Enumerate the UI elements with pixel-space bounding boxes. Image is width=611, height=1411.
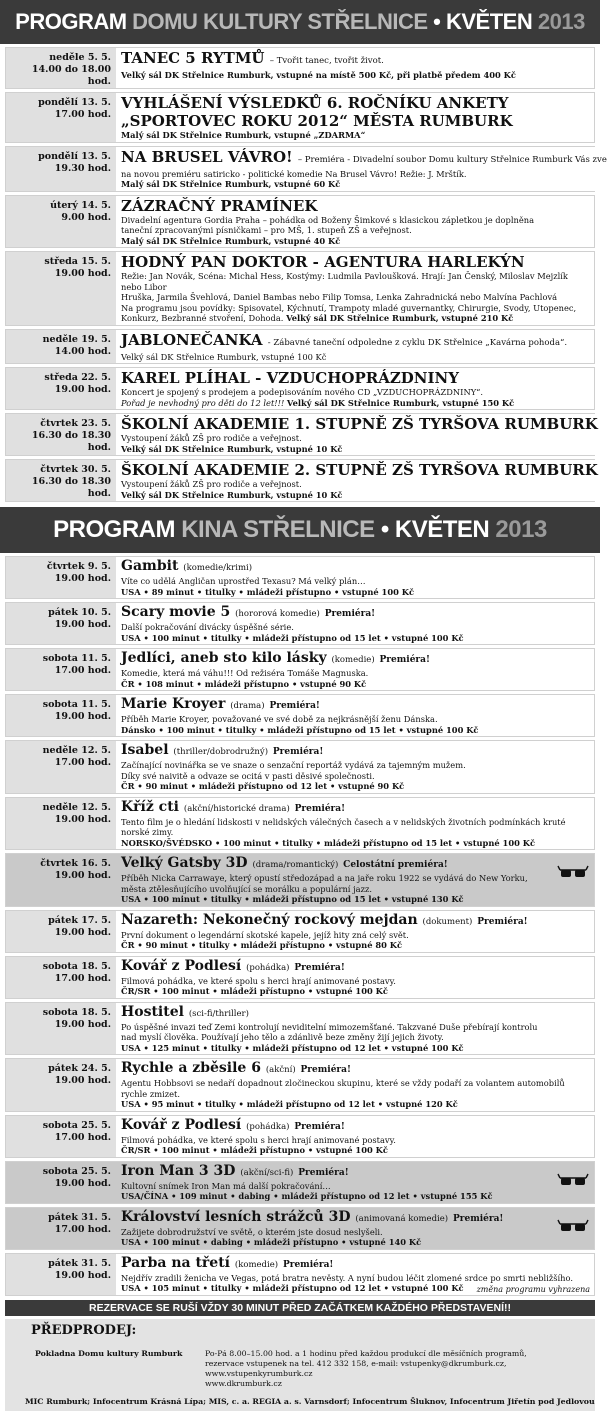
movie-date	[6, 603, 116, 644]
event-title	[121, 253, 590, 271]
movie-genre: (sci-fi/thriller)	[188, 1008, 249, 1019]
premiere-badge: Premiéra!	[282, 1259, 334, 1270]
banner-venue: KINA STŘELNICE	[181, 516, 375, 543]
movie-info: USA • 100 minut • dabing • mládeži přístupno • vstupné 140 Kč	[121, 1237, 422, 1247]
movie-day: pátek 31. 5.	[48, 1211, 111, 1223]
movie-genre: (komedie)	[331, 655, 375, 665]
movie-genre: (komedie/krimi)	[183, 563, 253, 573]
movie-description: Víte co udělá Angličan uprostřed Texasu? Má velký plán…	[121, 576, 366, 586]
movie-title	[121, 855, 590, 873]
event-title-text: JABLONEČANKA	[121, 330, 263, 349]
event-row	[5, 92, 595, 143]
event-day: pondělí 13. 5.	[38, 97, 111, 108]
event-row	[5, 329, 595, 365]
movie-genre: (animovaná komedie)	[355, 1213, 449, 1224]
presale-website-link[interactable]: www.dkrumburk.cz	[205, 1378, 282, 1388]
movie-title-text: Království lesních strážců 3D	[121, 1208, 351, 1225]
movie-description: Příběh Nicka Carrawaye, který opustí středozápad a na jaře roku 1922 se vydává do New Yorku,	[121, 873, 528, 883]
movie-description: Filmová pohádka, ve které spolu s herci hrají animované postavy.	[121, 1134, 396, 1145]
event-title-line2: „SPORTOVEC ROKU 2012“ MĚSTA RUMBURK	[121, 112, 513, 130]
movie-date	[6, 854, 116, 906]
movie-day: pátek 31. 5.	[48, 1257, 111, 1269]
3d-glasses-icon	[558, 1172, 588, 1190]
movie-date	[6, 1116, 116, 1157]
event-title	[121, 49, 590, 70]
event-row	[5, 47, 595, 89]
movie-row	[5, 956, 595, 999]
movie-content	[116, 1208, 594, 1249]
movie-genre: (pohádka)	[246, 962, 290, 973]
movie-date	[6, 1003, 116, 1055]
event-row	[5, 459, 598, 502]
movie-day: sobota 11. 5.	[42, 653, 111, 664]
premiere-badge: Premiéra!	[298, 1167, 349, 1178]
event-date	[6, 414, 116, 455]
movie-title	[121, 604, 590, 622]
movie-info: ČR • 108 minut • mládeži přístupno • vstupné 90 Kč	[121, 678, 367, 689]
movie-content	[116, 603, 594, 644]
movie-title	[121, 1060, 590, 1078]
presale-info-line: rezervace vstupenek na tel. 412 332 158, e-mail: vstupenky@dkrumburk.cz, www.vstupenkyrumburk.cz	[205, 1358, 507, 1378]
movie-time: 17.00 hod.	[54, 1223, 111, 1235]
movie-day: sobota 18. 5.	[42, 1006, 111, 1018]
kino-event-list	[0, 556, 600, 1296]
presale-info	[205, 1349, 595, 1389]
event-date	[6, 330, 116, 364]
movie-day: pátek 17. 5.	[48, 914, 111, 926]
banner-year: 2013	[495, 516, 547, 543]
bullet-icon: •	[433, 9, 441, 34]
movie-row	[5, 910, 595, 953]
movie-date	[6, 798, 116, 850]
event-date	[6, 196, 116, 248]
movie-row	[5, 1115, 595, 1158]
movie-description: Díky své naivitě a odvaze se ocitá v pasti děsivé společnosti.	[121, 770, 375, 781]
event-row	[5, 251, 595, 326]
event-title-text: HODNÝ PAN DOKTOR - AGENTURA HARLEKÝN	[121, 253, 525, 271]
movie-title-text: Parba na třetí	[121, 1254, 230, 1271]
movie-day: pátek 24. 5.	[48, 1063, 111, 1074]
event-date	[6, 93, 116, 142]
event-content	[116, 48, 594, 88]
movie-title-text: Kovář z Podlesí	[121, 1116, 242, 1133]
movie-time: 19.00 hod.	[54, 711, 111, 722]
dk-event-list	[0, 47, 607, 502]
event-title-text: TANEC 5 RYTMŮ	[121, 49, 265, 67]
movie-description: Po úspěšné invazi teď Zemi kontrolují neviditelní mimozemšťané. Takzvané Duše přebírají kontrolu	[121, 1021, 538, 1032]
movie-title-text: Marie Kroyer	[121, 696, 226, 712]
event-description: Hruška, Jarmila Švehlová, Daniel Bambas nebo Filip Tomsa, Lenka Zahradnická nebo Malvína Pachlová	[121, 292, 558, 302]
event-content	[116, 147, 611, 191]
event-venue-info: Velký sál DK Střelnice Rumburk, vstupné 10 Kč	[121, 443, 343, 454]
movie-title	[121, 912, 590, 930]
movie-content	[116, 1254, 594, 1295]
premiere-badge: Premiéra!	[272, 747, 324, 757]
movie-description: Příběh Marie Kroyer, považované ve své době za nejkrásnější ženu Dánska.	[121, 714, 438, 724]
event-warning: Pořad je nevhodný pro děti do 12 let!!!	[121, 397, 285, 408]
movie-time: 17.00 hod.	[54, 972, 111, 984]
movie-info: ČR/SR • 100 minut • mládeži přístupno • vstupné 100 Kč	[121, 986, 388, 996]
program-change-note: změna programu vyhrazena	[476, 1284, 590, 1294]
movie-genre: (komedie)	[234, 1259, 279, 1270]
movie-genre: (hororová komedie)	[235, 609, 320, 619]
event-description: Režie: Jan Novák, Scéna: Michal Hess, Kostýmy: Ludmila Pavloušková. Hrají: Jan Čenský, Miloslav Mejzlík nebo Libor	[121, 271, 568, 292]
event-row	[5, 367, 595, 410]
premiere-badge: Premiéra!	[300, 1065, 351, 1075]
movie-genre: (akční/historické drama)	[183, 803, 290, 814]
movie-title-text: Gambit	[121, 558, 179, 574]
movie-row	[5, 1253, 595, 1296]
movie-content	[116, 741, 594, 793]
event-day: neděle 5. 5.	[49, 52, 111, 63]
event-title-text: NA BRUSEL VÁVRO!	[121, 147, 293, 166]
event-title	[121, 331, 590, 352]
event-title	[121, 148, 607, 169]
movie-info: USA • 89 minut • titulky • mládeži přístupno • vstupné 100 Kč	[121, 586, 415, 597]
event-date	[6, 460, 116, 501]
movie-genre: (akční/sci-fi)	[240, 1167, 294, 1178]
event-title-text: ZÁZRAČNÝ PRAMÍNEK	[121, 196, 318, 215]
event-title	[121, 94, 590, 112]
movie-content	[116, 957, 594, 998]
event-day: středa 15. 5.	[44, 256, 111, 267]
movie-time: 17.00 hod.	[54, 665, 111, 676]
movie-title-text: Kříž cti	[121, 798, 179, 815]
event-description: Koncert je spojený s prodejem a podepisováním nového CD „VZDUCHOPRÁZDNINY“.	[121, 387, 484, 397]
3d-glasses-icon	[558, 1218, 588, 1236]
event-venue-info: Velký sál DK Střelnice Rumburk, vstupné 210 Kč	[286, 313, 514, 323]
movie-title-text: Kovář z Podlesí	[121, 957, 242, 974]
event-description: Vystoupení žáků ZŠ pro rodiče a veřejnost.	[121, 479, 302, 489]
movie-title	[121, 1163, 590, 1181]
movie-row	[5, 853, 595, 907]
event-venue-info: Malý sál DK Střelnice Rumburk, vstupné „ZDARMA“	[121, 130, 366, 140]
event-content	[116, 368, 594, 409]
movie-title	[121, 558, 590, 576]
movie-content	[116, 1162, 594, 1203]
event-description: Konkurz, Bezbranné stvoření, Dohoda.	[121, 313, 284, 323]
movie-title	[121, 1004, 590, 1022]
event-title-text: ŠKOLNÍ AKADEMIE 2. STUPNĚ ZŠ TYRŠOVA RUMBURK	[121, 461, 598, 479]
premiere-badge: Celostátní premiéra!	[343, 860, 448, 870]
event-extra-line	[121, 313, 590, 324]
movie-time: 17.00 hod.	[54, 757, 111, 768]
event-description: taneční zpracovanými písničkami – pro MŠ, 1. stupeň ZŠ a veřejnost.	[121, 225, 412, 235]
event-subtitle: – Premiéra - Divadelní soubor Domu kultury Střelnice Rumburk Vás zve	[297, 154, 607, 165]
event-subtitle: - Zábavné taneční odpoledne z cyklu DK Střelnice „Kavárna pohoda“.	[267, 337, 568, 348]
movie-title	[121, 696, 590, 714]
movie-content	[116, 649, 594, 690]
movie-time: 19.00 hod.	[54, 573, 111, 584]
movie-date	[6, 695, 116, 736]
movie-description: města ztělesňujícího uvolňující se morálku a populární jazz.	[121, 883, 372, 894]
reservation-notice: REZERVACE SE RUŠÍ VŽDY 30 MINUT PŘED ZAČÁTKEM KAŽDÉHO PŘEDSTAVENÍ!!	[5, 1300, 595, 1316]
movie-time: 19.00 hod.	[54, 1177, 111, 1189]
event-row	[5, 195, 595, 249]
premiere-badge: Premiéra!	[452, 1213, 504, 1224]
event-time: 14.00 do 18.00 hod.	[31, 64, 111, 87]
movie-info: NORSKO/ŠVÉDSKO • 100 minut • titulky • mládeži přístupno od 15 let • vstupné 100 Kč	[121, 837, 536, 848]
movie-content	[116, 1003, 594, 1055]
movie-day: sobota 11. 5.	[42, 699, 111, 710]
movie-row	[5, 797, 595, 851]
event-title-text: KAREL PLÍHAL - VZDUCHOPRÁZDNINY	[121, 369, 459, 387]
movie-title-text: Hostitel	[121, 1003, 184, 1020]
movie-description: Komedie, která má váhu!!! Od režiséra Tomáše Magnuska.	[121, 668, 369, 678]
event-venue-info: Malý sál DK Střelnice Rumburk, vstupné 40 Kč	[121, 235, 341, 246]
movie-title-text: Rychle a zběsile 6	[121, 1060, 261, 1076]
banner-year: 2013	[537, 9, 585, 34]
event-extra-line	[121, 398, 590, 409]
movie-title-text: Nazareth: Nekonečný rockový mejdan	[121, 911, 418, 928]
event-day: neděle 19. 5.	[42, 333, 111, 345]
movie-date	[6, 1254, 116, 1295]
movie-title-text: Velký Gatsby 3D	[121, 855, 248, 871]
event-venue-info: Velký sál DK Střelnice Rumburk, vstupné na místě 500 Kč, při platbě předem 400 Kč	[121, 70, 516, 80]
movie-description: Další pokračování divácky úspěšné série.	[121, 622, 294, 632]
event-day: úterý 14. 5.	[50, 199, 111, 211]
bullet-icon: •	[380, 516, 389, 543]
movie-title	[121, 1117, 590, 1135]
movie-genre: (drama)	[230, 701, 265, 711]
movie-content	[116, 854, 594, 906]
movie-row	[5, 648, 595, 691]
movie-info: USA • 105 minut • titulky • mládeži přístupno od 12 let • vstupné 100 Kč	[121, 1283, 464, 1293]
movie-genre: (dokument)	[422, 916, 473, 927]
banner-word-program: PROGRAM	[15, 9, 127, 34]
movie-row	[5, 1161, 595, 1204]
presale-info-line: Po-Pá 8.00–15.00 hod. a 1 hodinu před každou produkcí dle měsíčních programů,	[205, 1348, 527, 1358]
event-day: čtvrtek 30. 5.	[40, 464, 111, 475]
premiere-badge: Premiéra!	[379, 655, 430, 665]
movie-description: První dokument o legendární skotské kapele, jejíž hity zná celý svět.	[121, 929, 409, 940]
movie-day: neděle 12. 5.	[42, 745, 111, 756]
movie-info: ČR • 90 minut • titulky • mládeži přístupno • vstupné 80 Kč	[121, 940, 403, 950]
movie-time: 19.00 hod.	[54, 1269, 111, 1281]
presale-title: PŘEDPRODEJ:	[31, 1322, 137, 1338]
movie-title-text: Jedlíci, aneb sto kilo lásky	[121, 650, 327, 666]
movie-title	[121, 1255, 590, 1273]
event-time: 16.30 do 18.30 hod.	[31, 430, 111, 453]
movie-day: neděle 12. 5.	[42, 801, 111, 813]
premiere-badge: Premiéra!	[294, 803, 346, 814]
movie-date	[6, 741, 116, 793]
premiere-badge: Premiéra!	[477, 916, 528, 927]
movie-title	[121, 958, 590, 976]
movie-description: Filmová pohádka, ve které spolu s herci hrají animované postavy.	[121, 975, 396, 986]
dk-program-banner	[0, 0, 600, 44]
premiere-badge: Premiéra!	[324, 609, 376, 619]
event-subtitle: – Tvořit tanec, tvořit život.	[269, 56, 384, 66]
banner-word-program: PROGRAM	[53, 516, 176, 543]
event-time: 16.30 do 18.30 hod.	[31, 476, 111, 499]
movie-date	[6, 557, 116, 598]
event-time: 9.00 hod.	[61, 211, 111, 223]
event-venue-info: Velký sál DK Střelnice Rumburk, vstupné 150 Kč	[286, 397, 515, 408]
event-content	[116, 196, 594, 248]
movie-row	[5, 1058, 595, 1112]
event-day: čtvrtek 23. 5.	[40, 418, 111, 429]
event-description: Velký sál DK Střelnice Rumburk, vstupné 100 Kč	[121, 351, 327, 362]
movie-date	[6, 1162, 116, 1203]
movie-description: Nejdřív zradili ženicha ve Vegas, potá bratra nevěsty. A nyní budou léčit zlomené srdce po smrti nebližšího.	[121, 1272, 573, 1283]
movie-info: USA/ČÍNA • 109 minut • dabing • mládeži přístupno od 12 let • vstupné 155 Kč	[121, 1191, 493, 1201]
movie-day: sobota 25. 5.	[42, 1165, 111, 1177]
movie-title	[121, 650, 590, 668]
event-content	[116, 330, 594, 364]
presale-other-places: MIC Rumburk; Infocentrum Krásná Lípa; MIS, c. a. REGIA a. s. Varnsdorf; Infocentrum Šluknov, Infocentrum Jiřetín pod Jedlovou	[25, 1396, 595, 1406]
movie-time: 19.00 hod.	[54, 1075, 111, 1086]
movie-info: USA • 100 minut • titulky • mládeži přístupno od 15 let • vstupné 130 Kč	[121, 894, 464, 904]
movie-content	[116, 1116, 594, 1157]
kino-program-banner	[0, 507, 600, 553]
movie-title	[121, 742, 590, 760]
movie-genre: (thriller/dobrodružný)	[173, 747, 269, 757]
movie-row	[5, 602, 595, 645]
event-description: Na programu jsou povídky: Spisovatel, Kýchnutí, Trampoty mladé guvernantky, Chirurgie, Svody, Utopenec,	[121, 302, 577, 313]
movie-description: Kultovní snímek Iron Man má další pokračování…	[121, 1180, 331, 1191]
movie-content	[116, 911, 594, 952]
movie-info: USA • 125 minut • titulky • mládeži přístupno od 12 let • vstupné 100 Kč	[121, 1042, 464, 1053]
movie-title	[121, 1209, 590, 1227]
movie-date	[6, 911, 116, 952]
event-title	[121, 461, 598, 479]
movie-title-text: Iron Man 3 3D	[121, 1162, 236, 1179]
event-time: 19.00 hod.	[54, 384, 111, 395]
movie-title-text: Isabel	[121, 742, 169, 758]
premiere-badge: Premiéra!	[269, 701, 320, 711]
movie-content	[116, 798, 594, 850]
presale-section	[5, 1319, 595, 1411]
movie-info: Dánsko • 100 minut • titulky • mládeži přístupno od 15 let • vstupné 100 Kč	[121, 724, 479, 735]
premiere-badge: Premiéra!	[294, 1121, 345, 1132]
event-date	[6, 48, 116, 88]
movie-row	[5, 694, 595, 737]
event-day: pondělí 13. 5.	[38, 150, 111, 162]
movie-info: USA • 95 minut • titulky • mládeži přístupno od 12 let • vstupné 120 Kč	[121, 1099, 458, 1109]
movie-row	[5, 556, 595, 599]
movie-genre: (akční)	[265, 1065, 296, 1075]
movie-description: nad myslí člověka. Používají jeho tělo a zdánlivě beze změny žijí jejich životy.	[121, 1032, 444, 1042]
movie-description: Začínající novinářka se ve snaze o senzační reportáž vydává za tajemným mužem.	[121, 760, 466, 770]
movie-content	[116, 557, 594, 598]
event-title	[121, 415, 598, 433]
event-title	[121, 369, 590, 387]
event-day: středa 22. 5.	[44, 372, 111, 383]
movie-time: 19.00 hod.	[54, 813, 111, 825]
event-time: 19.00 hod.	[54, 268, 111, 279]
movie-genre: (pohádka)	[246, 1121, 290, 1132]
movie-day: pátek 10. 5.	[48, 607, 111, 618]
movie-date	[6, 1208, 116, 1249]
movie-time: 17.00 hod.	[54, 1131, 111, 1143]
3d-glasses-icon	[558, 864, 588, 882]
event-venue-info: Velký sál DK Střelnice Rumburk, vstupné 10 Kč	[121, 489, 343, 500]
movie-info: ČR/SR • 100 minut • mládeži přístupno • vstupné 100 Kč	[121, 1145, 388, 1155]
event-description: Vystoupení žáků ZŠ pro rodiče a veřejnost.	[121, 433, 302, 443]
movie-time: 19.00 hod.	[54, 619, 111, 630]
event-time: 19.30 hod.	[54, 162, 111, 174]
event-date	[6, 368, 116, 409]
movie-time: 19.00 hod.	[54, 870, 111, 881]
event-venue-info: Malý sál DK Střelnice Rumburk, vstupné 60 Kč	[121, 179, 341, 189]
movie-date	[6, 1059, 116, 1111]
movie-info: USA • 100 minut • titulky • mládeži přístupno od 15 let • vstupné 100 Kč	[121, 632, 464, 643]
event-content	[116, 93, 594, 142]
movie-row	[5, 1207, 595, 1250]
movie-description: Zažijete dobrodružství ve světě, o kterém jste dosud neslyšeli.	[121, 1226, 383, 1237]
movie-info: ČR • 90 minut • mládeži přístupno od 12 let • vstupné 90 Kč	[121, 781, 405, 791]
event-description: na novou premiéru satiricko - politické komedie Na Brusel Vávro! Režie: J. Mrštík.	[121, 168, 467, 179]
event-content	[116, 414, 602, 455]
movie-time: 19.00 hod.	[54, 1018, 111, 1030]
movie-content	[116, 1059, 594, 1111]
movie-title-text: Scary movie 5	[121, 604, 231, 620]
event-time: 17.00 hod.	[54, 109, 111, 120]
movie-day: sobota 25. 5.	[42, 1119, 111, 1131]
movie-day: čtvrtek 16. 5.	[40, 858, 111, 869]
event-date	[6, 252, 116, 325]
event-time: 14.00 hod.	[54, 345, 111, 357]
movie-genre: (drama/romantický)	[252, 860, 339, 870]
movie-time: 19.00 hod.	[54, 926, 111, 938]
movie-date	[6, 649, 116, 690]
movie-content	[116, 695, 594, 736]
event-row	[5, 146, 607, 192]
movie-day: sobota 18. 5.	[42, 960, 111, 972]
movie-row	[5, 740, 595, 794]
event-title-text: VYHLÁŠENÍ VÝSLEDKŮ 6. ROČNÍKU ANKETY	[121, 94, 509, 112]
premiere-badge: Premiéra!	[294, 962, 345, 973]
movie-date	[6, 957, 116, 998]
movie-description: Tento film je o hledání lidskosti v nelidských válečných časech a v nelidských životních podmínkách kruté norské zimy.	[121, 816, 566, 837]
event-title	[121, 197, 590, 215]
event-content	[116, 460, 602, 501]
event-row	[5, 413, 598, 456]
movie-title	[121, 799, 590, 817]
event-content	[116, 252, 594, 325]
movie-description: Agentu Hobbsovi se nedaří dopadnout zločineckou skupinu, které se vždy podaří za volantem automobilů rychle zmizet.	[121, 1078, 565, 1099]
movie-day: čtvrtek 9. 5.	[46, 561, 111, 572]
banner-month: KVĚTEN	[394, 516, 490, 543]
movie-row	[5, 1002, 595, 1056]
banner-venue: DOMU KULTURY STŘELNICE	[132, 9, 428, 34]
event-description: Divadelní agentura Gordia Praha – pohádka od Boženy Šimkové s klasickou zápletkou je doplněna	[121, 214, 535, 225]
event-title-text: ŠKOLNÍ AKADEMIE 1. STUPNĚ ZŠ TYRŠOVA RUMBURK	[121, 415, 598, 433]
presale-place: Pokladna Domu kultury Rumburk	[35, 1348, 183, 1358]
banner-month: KVĚTEN	[446, 9, 533, 34]
event-date	[6, 147, 116, 191]
